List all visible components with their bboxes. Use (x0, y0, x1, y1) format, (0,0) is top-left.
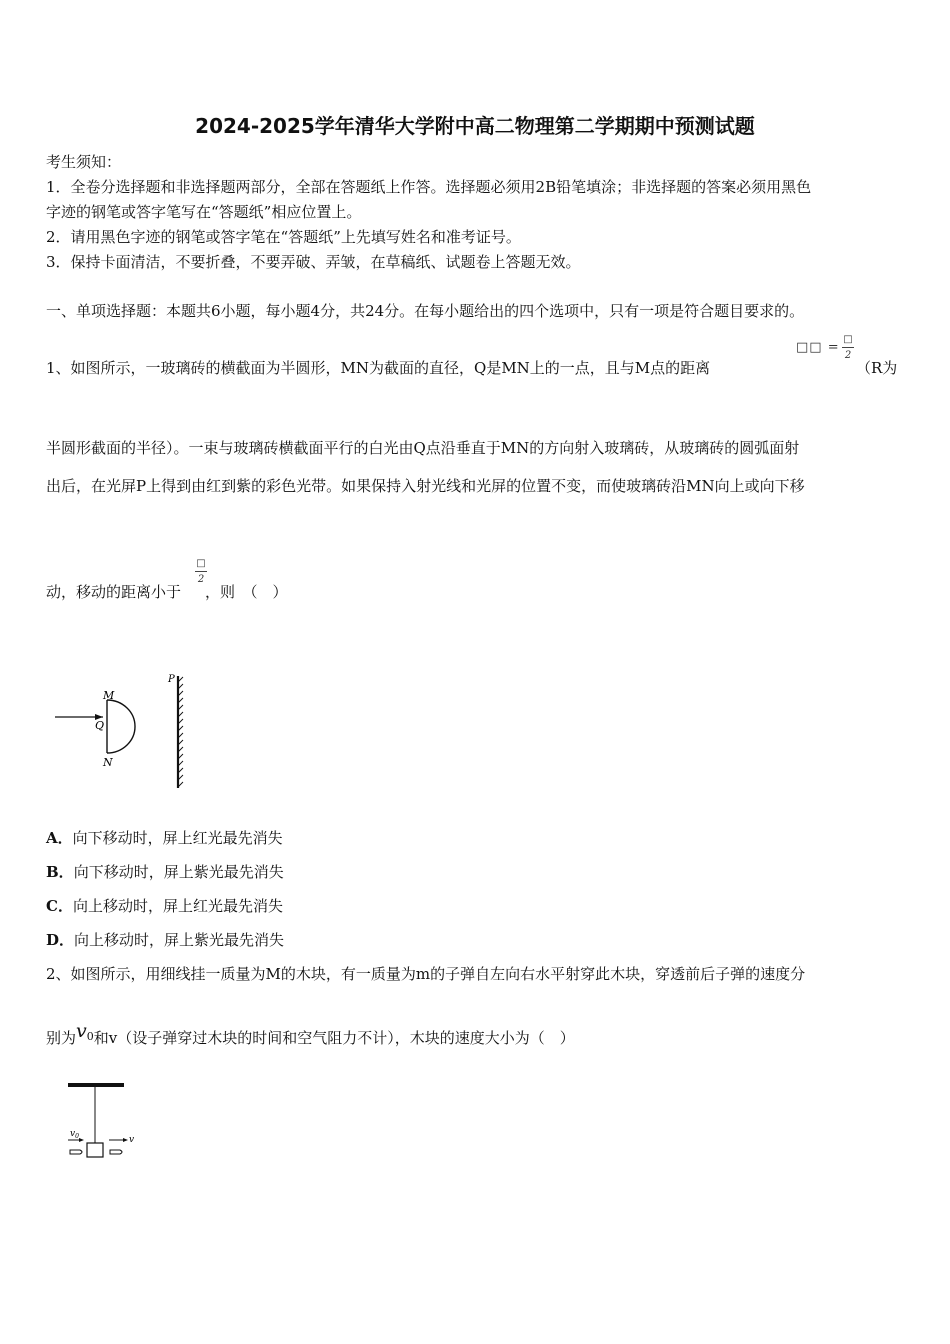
option-b-text: 向下移动时，屏上紫光最先消失 (73, 863, 284, 881)
notice-item-3: 3．保持卡面清洁，不要折叠，不要弄破、弄皱，在草稿纸、试题卷上答题无效。 (46, 253, 581, 271)
label-v: v (129, 1135, 135, 1145)
notice-item-2: 2．请用黑色字迹的钢笔或答字笔在“答题纸”上先填写姓名和准考证号。 (46, 228, 521, 246)
q1-figure (50, 670, 190, 795)
label-n: N (103, 756, 113, 769)
option-d-key: D． (46, 931, 75, 949)
q1-line4: 动，移动的距离小于 (46, 583, 182, 601)
q1-line4-frac-num: □ (196, 558, 206, 569)
option-b-key: B． (46, 863, 74, 881)
q1-line4-frac-bar (195, 571, 207, 572)
q1-formula-bar (842, 347, 854, 348)
option-d[interactable] (46, 930, 284, 950)
notice-item-1-cont: 字迹的钢笔或答字笔写在“答题纸”相应位置上。 (46, 203, 362, 221)
page-title: 2024-2025学年清华大学附中高二物理第二学期期中预测试题 (195, 114, 755, 138)
label-p: P (168, 674, 175, 685)
q2-v0-sub: 0 (86, 1030, 94, 1043)
q1-formula-lhs: □□ = (796, 340, 840, 355)
bullet-after-icon (110, 1150, 122, 1154)
q1-line1-end: （R为 (856, 359, 898, 377)
notice-heading: 考生须知： (46, 153, 122, 171)
q2-line2 (46, 1020, 575, 1050)
q2-figure (60, 1078, 150, 1168)
q1-line4-end: ，则 （ ） (205, 583, 288, 601)
q1-line3: 出后，在光屏P上得到由红到紫的彩色光带。如果保持入射光线和光屏的位置不变，而使玻璃砖沿MN向上或向下移 (46, 477, 805, 495)
q1-formula-denominator: 2 (844, 350, 852, 361)
q2-line2-pre: 别为 (46, 1029, 77, 1047)
option-a[interactable] (46, 828, 283, 848)
section-heading: 一、单项选择题：本题共6小题，每小题4分，共24分。在每小题给出的四个选项中，只有一项是符合题目要求的。 (46, 302, 805, 320)
q2-v0: v (76, 1020, 87, 1042)
wooden-block (87, 1143, 103, 1157)
ceiling-bar (68, 1083, 124, 1087)
semicircle-arc (107, 700, 135, 753)
q2-line2-post: 和v（设子弹穿过木块的时间和空气阻力不计），木块的速度大小为（ ） (93, 1029, 575, 1047)
option-a-key: A． (46, 829, 73, 847)
q1-line4-frac-den: 2 (197, 574, 205, 585)
q1-formula-numerator: □ (843, 334, 853, 345)
q1-line1: 1、如图所示，一玻璃砖的横截面为半圆形，MN为截面的直径，Q是MN上的一点，且与M点的距离 (46, 359, 711, 377)
option-a-text: 向下移动时，屏上红光最先消失 (72, 829, 283, 847)
option-c[interactable] (46, 896, 283, 916)
label-v0: $v_0$ (70, 1129, 79, 1140)
v-arrow-icon (123, 1138, 128, 1142)
v0-arrow-icon (79, 1138, 84, 1142)
label-m: M (103, 689, 115, 702)
option-b[interactable] (46, 862, 284, 882)
q2-line1: 2、如图所示，用细线挂一质量为M的木块，有一质量为m的子弹自左向右水平射穿此木块，穿透前后子弹的速度分 (46, 965, 806, 983)
label-q: Q (95, 719, 105, 732)
q1-line2: 半圆形截面的半径）。一束与玻璃砖横截面平行的白光由Q点沿垂直于MN的方向射入玻璃砖，从玻璃砖的圆弧面射 (46, 439, 800, 457)
notice-item-1: 1．全卷分选择题和非选择题两部分，全部在答题纸上作答。选择题必须用2B铅笔填涂；非选择题的答案必须用黑色 (46, 178, 812, 196)
bullet-before-icon (70, 1150, 82, 1154)
option-c-text: 向上移动时，屏上红光最先消失 (72, 897, 283, 915)
option-d-text: 向上移动时，屏上紫光最先消失 (74, 931, 285, 949)
option-c-key: C． (46, 897, 73, 915)
